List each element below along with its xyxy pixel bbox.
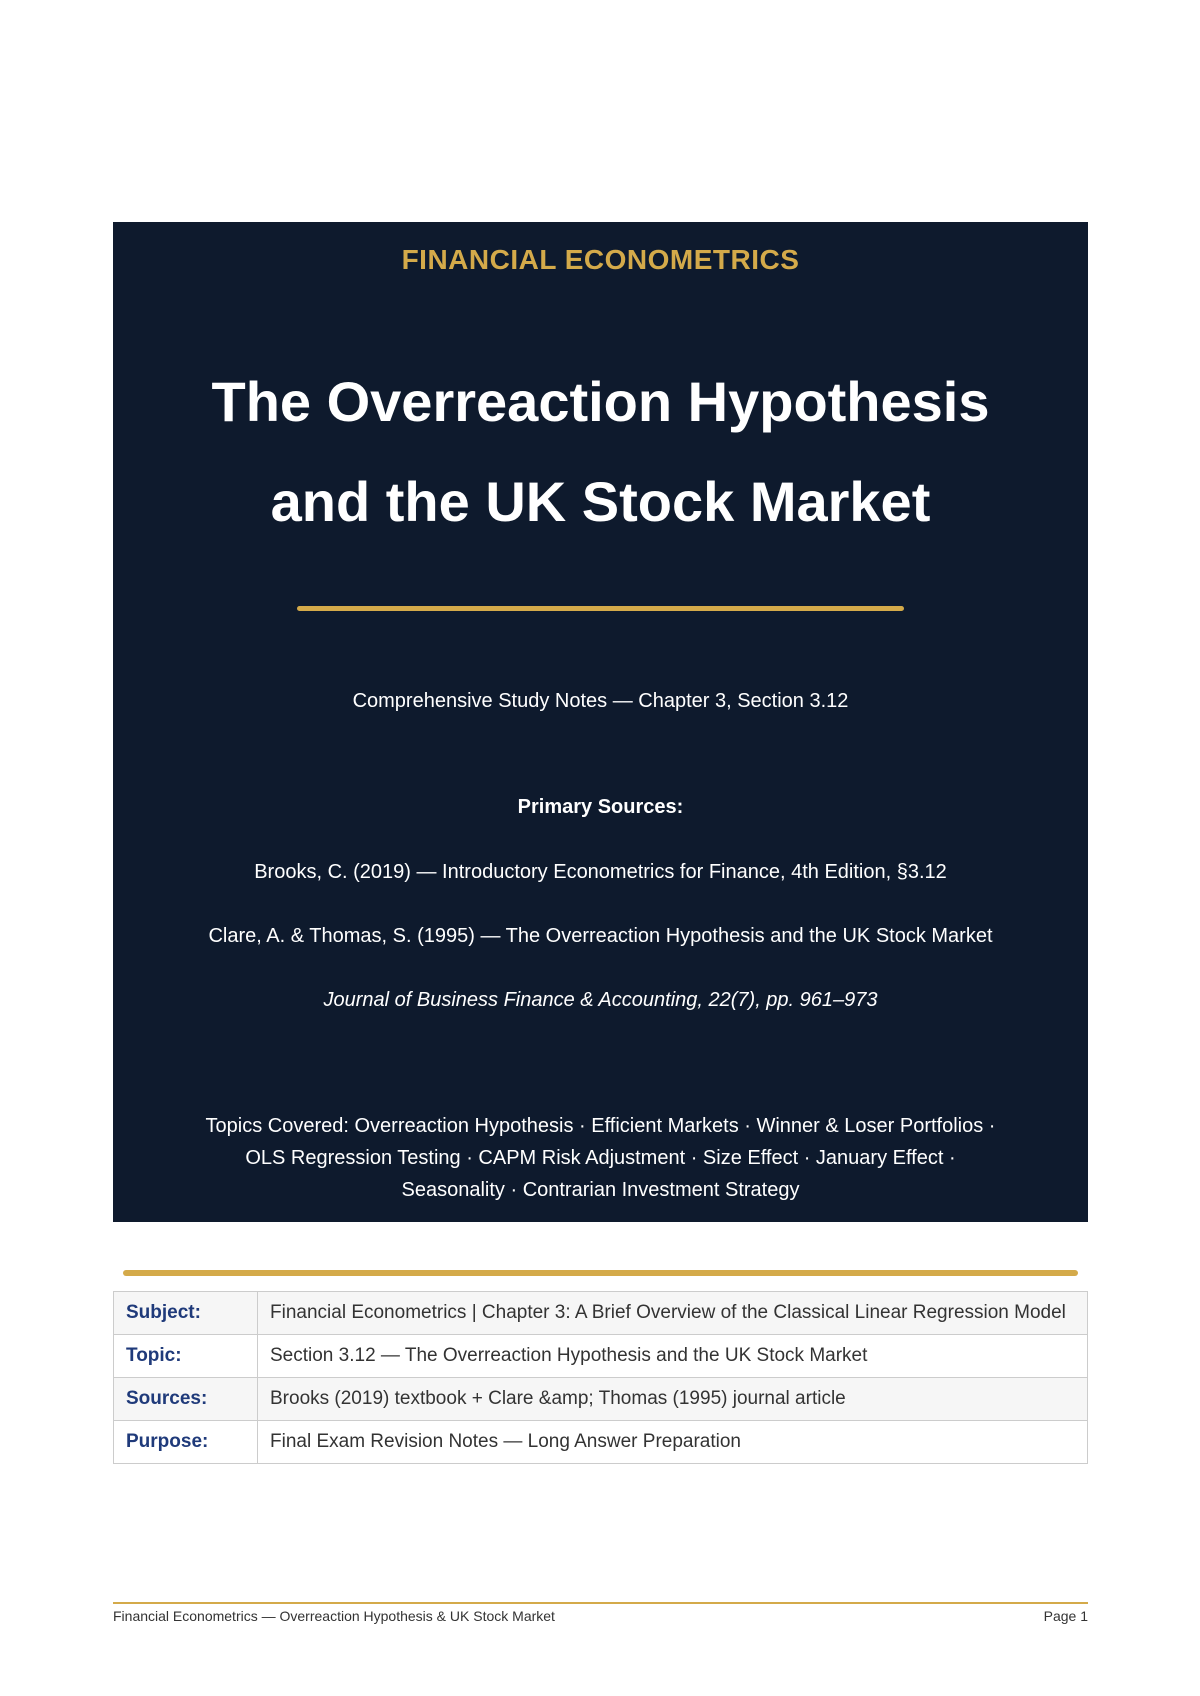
row-label: Topic: <box>114 1335 258 1378</box>
row-label: Subject: <box>114 1292 258 1335</box>
title-divider <box>297 606 904 611</box>
topics-line-2: OLS Regression Testing · CAPM Risk Adjustment · Size Effect · January Effect · <box>245 1147 956 1169</box>
topics-line-1: Topics Covered: Overreaction Hypothesis · Efficient Markets · Winner & Loser Portfolios · <box>205 1115 996 1137</box>
table-row <box>114 1335 1088 1378</box>
topics-covered <box>153 1110 1048 1206</box>
table-row <box>114 1378 1088 1421</box>
row-value: Final Exam Revision Notes — Long Answer Preparation <box>258 1421 1088 1464</box>
cover-kicker: FINANCIAL ECONOMETRICS <box>401 244 800 275</box>
row-value: Brooks (2019) textbook + Clare &amp; Thomas (1995) journal article <box>258 1378 1088 1421</box>
document-title <box>113 352 1088 552</box>
footer-running-title: Financial Econometrics — Overreaction Hypothesis & UK Stock Market <box>113 1608 555 1624</box>
title-line-2: and the UK Stock Market <box>270 470 931 533</box>
footer-rule <box>113 1602 1088 1604</box>
cover-block <box>113 222 1088 1222</box>
title-line-1: The Overreaction Hypothesis <box>211 370 990 433</box>
topics-line-3: Seasonality · Contrarian Investment Strategy <box>401 1179 800 1201</box>
gold-divider <box>123 1270 1078 1276</box>
sources-heading: Primary Sources: <box>517 796 684 818</box>
row-label: Purpose: <box>114 1421 258 1464</box>
cover-subtitle: Comprehensive Study Notes — Chapter 3, Section 3.12 <box>352 690 849 712</box>
table-row <box>114 1292 1088 1335</box>
page-number: Page 1 <box>1043 1608 1088 1624</box>
source-clare-thomas: Clare, A. & Thomas, S. (1995) — The Overreaction Hypothesis and the UK Stock Market <box>208 925 993 947</box>
source-journal: Journal of Business Finance & Accounting, 22(7), pp. 961–973 <box>323 989 878 1011</box>
table-row <box>114 1421 1088 1464</box>
row-label: Sources: <box>114 1378 258 1421</box>
source-brooks: Brooks, C. (2019) — Introductory Econometrics for Finance, 4th Edition, §3.12 <box>254 861 947 883</box>
row-value: Section 3.12 — The Overreaction Hypothesis and the UK Stock Market <box>258 1335 1088 1378</box>
row-value: Financial Econometrics | Chapter 3: A Brief Overview of the Classical Linear Regression Model <box>258 1292 1088 1335</box>
document-info-table <box>113 1291 1088 1464</box>
